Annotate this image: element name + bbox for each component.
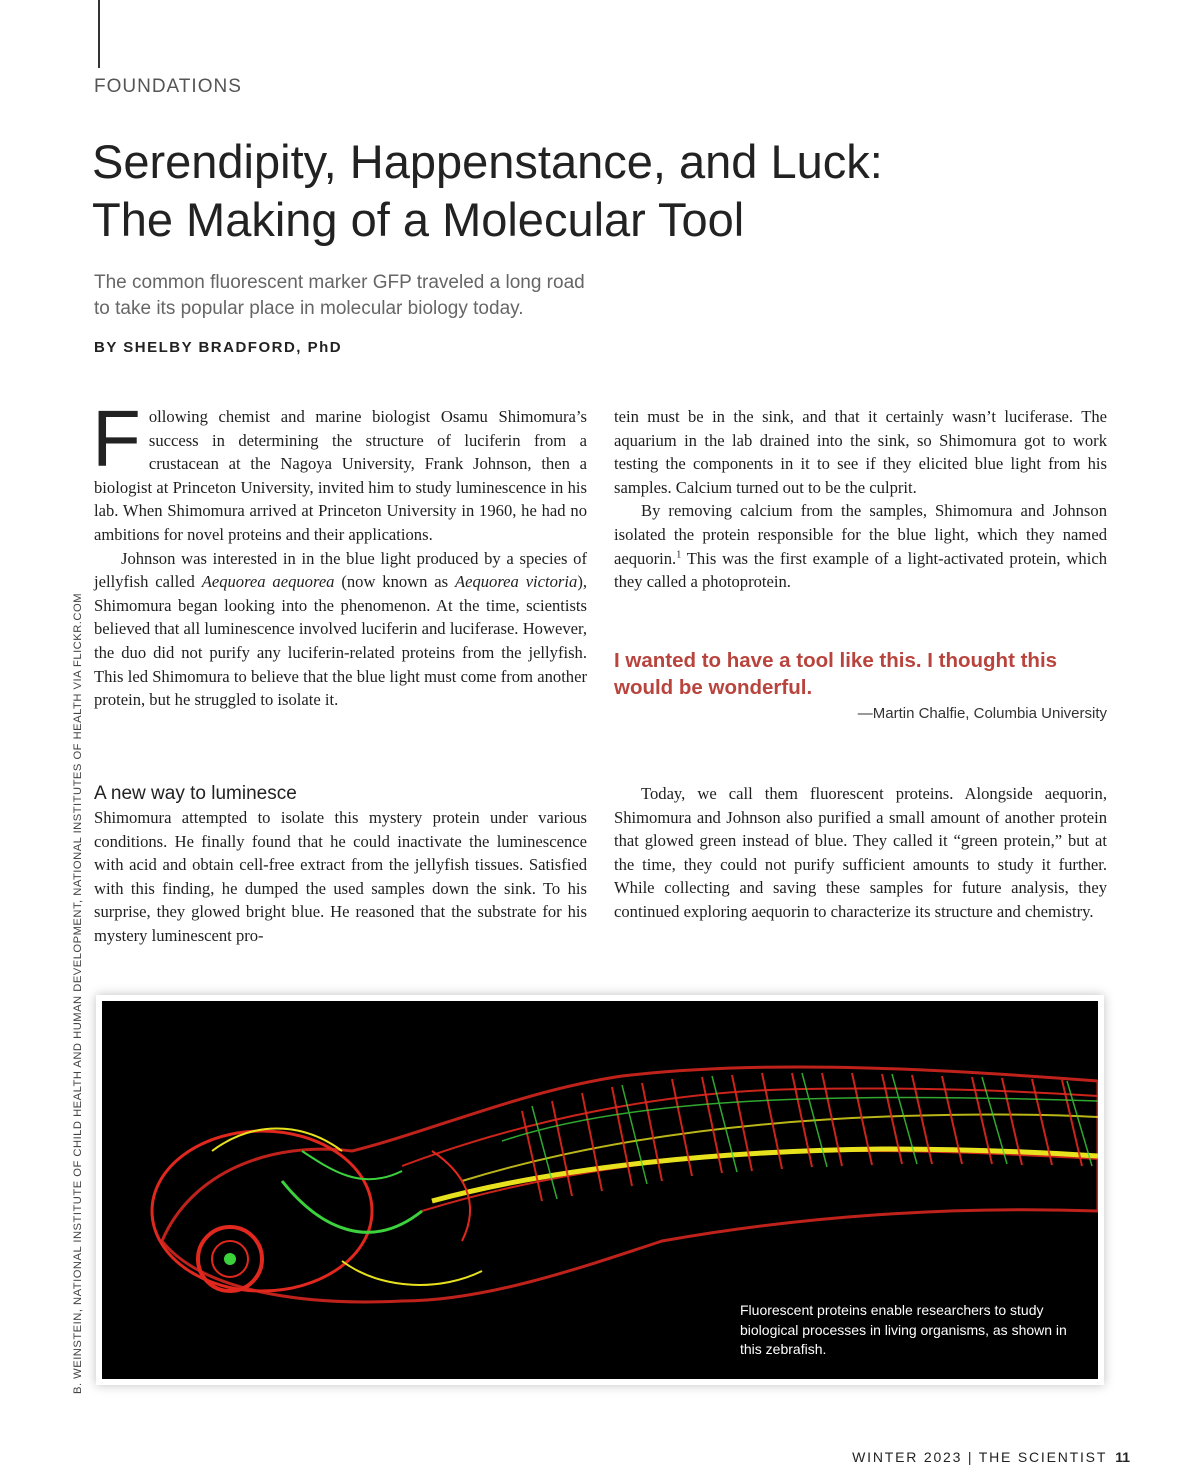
paragraph-3: Shimomura attempted to isolate this mystery protein under various conditions. He finally found that he could inactivate the luminescence with acid and obtain cell-free extract from the jellyfish tissues. Satisfied with this finding, he dumped the used samples down the sink. To his surprise, they glowed bright blue. He reasoned that the substrate for his mystery luminescent pro- xyxy=(94,808,587,945)
figure-caption: Fluorescent proteins enable researchers to study biological processes in living organisms, as shown in this zebrafish. xyxy=(740,1302,1067,1357)
p2-text-a: Johnson was interested in in the blue light produced by a species of jellyfish called xyxy=(94,548,587,592)
species-name-2: Aequorea victoria xyxy=(454,572,578,592)
p2-text-c: ), Shimomura began looking into the phenomenon. At the time, scientists believed that all luminescence involved luciferin and luciferase. However, the duo did not purify any luciferin-related proteins from the jellyfish. This led Shimomura to believe that the blue light must come from another protein, but he struggled to isolate it. xyxy=(94,572,587,710)
pull-quote-text: I wanted to have a tool like this. I thought this would be wonderful. xyxy=(614,649,1058,699)
body-column-right-top xyxy=(614,405,1107,594)
photo-credit: B. WEINSTEIN, NATIONAL INSTITUTE OF CHILD HEALTH AND HUMAN DEVELOPMENT, NATIONAL INSTITUTES OF HEALTH VIA FLICKR.COM xyxy=(72,592,84,1394)
segmental-vessels xyxy=(522,1073,1082,1201)
pull-quote-attribution: —Martin Chalfie, Columbia University xyxy=(857,705,1107,722)
article-title xyxy=(92,133,1092,249)
p2-text-b: (now known as xyxy=(334,572,455,592)
p5-text-b: This was the first example of a light-activated protein, which they called a photoprotein. xyxy=(614,548,1107,592)
drop-cap: F xyxy=(92,394,141,483)
species-name-1: Aequorea aequorea xyxy=(201,572,335,592)
section-subhead: A new way to luminesce xyxy=(94,783,297,804)
p5-text-a: By removing calcium from the samples, Shimomura and Johnson isolated the protein responsible for the blue light, which they named aequorin. xyxy=(614,501,1107,568)
zebrafish-photo xyxy=(102,1001,1098,1379)
issue-label: WINTER 2023 | THE SCIENTIST xyxy=(852,1449,1108,1465)
paragraph-4: tein must be in the sink, and that it certainly wasn’t luciferase. The aquarium in the lab drained into the sink, so Shimomura got to work testing the components in it to see if they elicited blue light from his samples. Calcium turned out to be the culprit. xyxy=(614,407,1107,497)
body-column-right-bottom xyxy=(614,782,1107,924)
body-column-left-top xyxy=(92,394,587,712)
paragraph-5 xyxy=(614,499,1107,593)
figure xyxy=(96,995,1104,1385)
page-number: 11 xyxy=(1115,1449,1130,1465)
paragraph-1 xyxy=(92,394,587,547)
article-subtitle xyxy=(94,270,714,322)
page-footer xyxy=(852,1449,1130,1465)
paragraph-6: Today, we call them fluorescent proteins. Alongside aequorin, Shimomura and Johnson also purified a small amount of another protein that glowed green instead of blue. They called it “green protein,” but at the time, they could not purify sufficient amounts to study it further. While collecting and saving these samples for future analysis, they continued exploring aequorin to characterize its structure and chemistry. xyxy=(614,784,1107,921)
title-line-1: Serendipity, Happenstance, and Luck: xyxy=(92,135,883,188)
pull-quote xyxy=(614,647,1107,722)
body-column-left-bottom xyxy=(94,782,587,948)
footnote-ref: 1 xyxy=(676,549,682,561)
paragraph-2 xyxy=(94,547,587,712)
subtitle-line-2: to take its popular place in molecular biology today. xyxy=(94,298,524,319)
paragraph-1-text: ollowing chemist and marine biologist Osamu Shimomura’s success in determining the structure of luciferin from a crustacean at the Nagoya University, Frank Johnson, then a biologist at Princeton University, invited him to study luminescence in his lab. When Shimomura arrived at Princeton University in 1960, he had no ambitions for novel proteins and their applications. xyxy=(94,407,587,544)
subtitle-line-1: The common fluorescent marker GFP traveled a long road xyxy=(94,272,585,293)
title-line-2: The Making of a Molecular Tool xyxy=(92,193,745,246)
header-rule xyxy=(98,0,100,68)
section-label: FOUNDATIONS xyxy=(94,76,242,97)
byline: BY SHELBY BRADFORD, PhD xyxy=(94,339,343,356)
